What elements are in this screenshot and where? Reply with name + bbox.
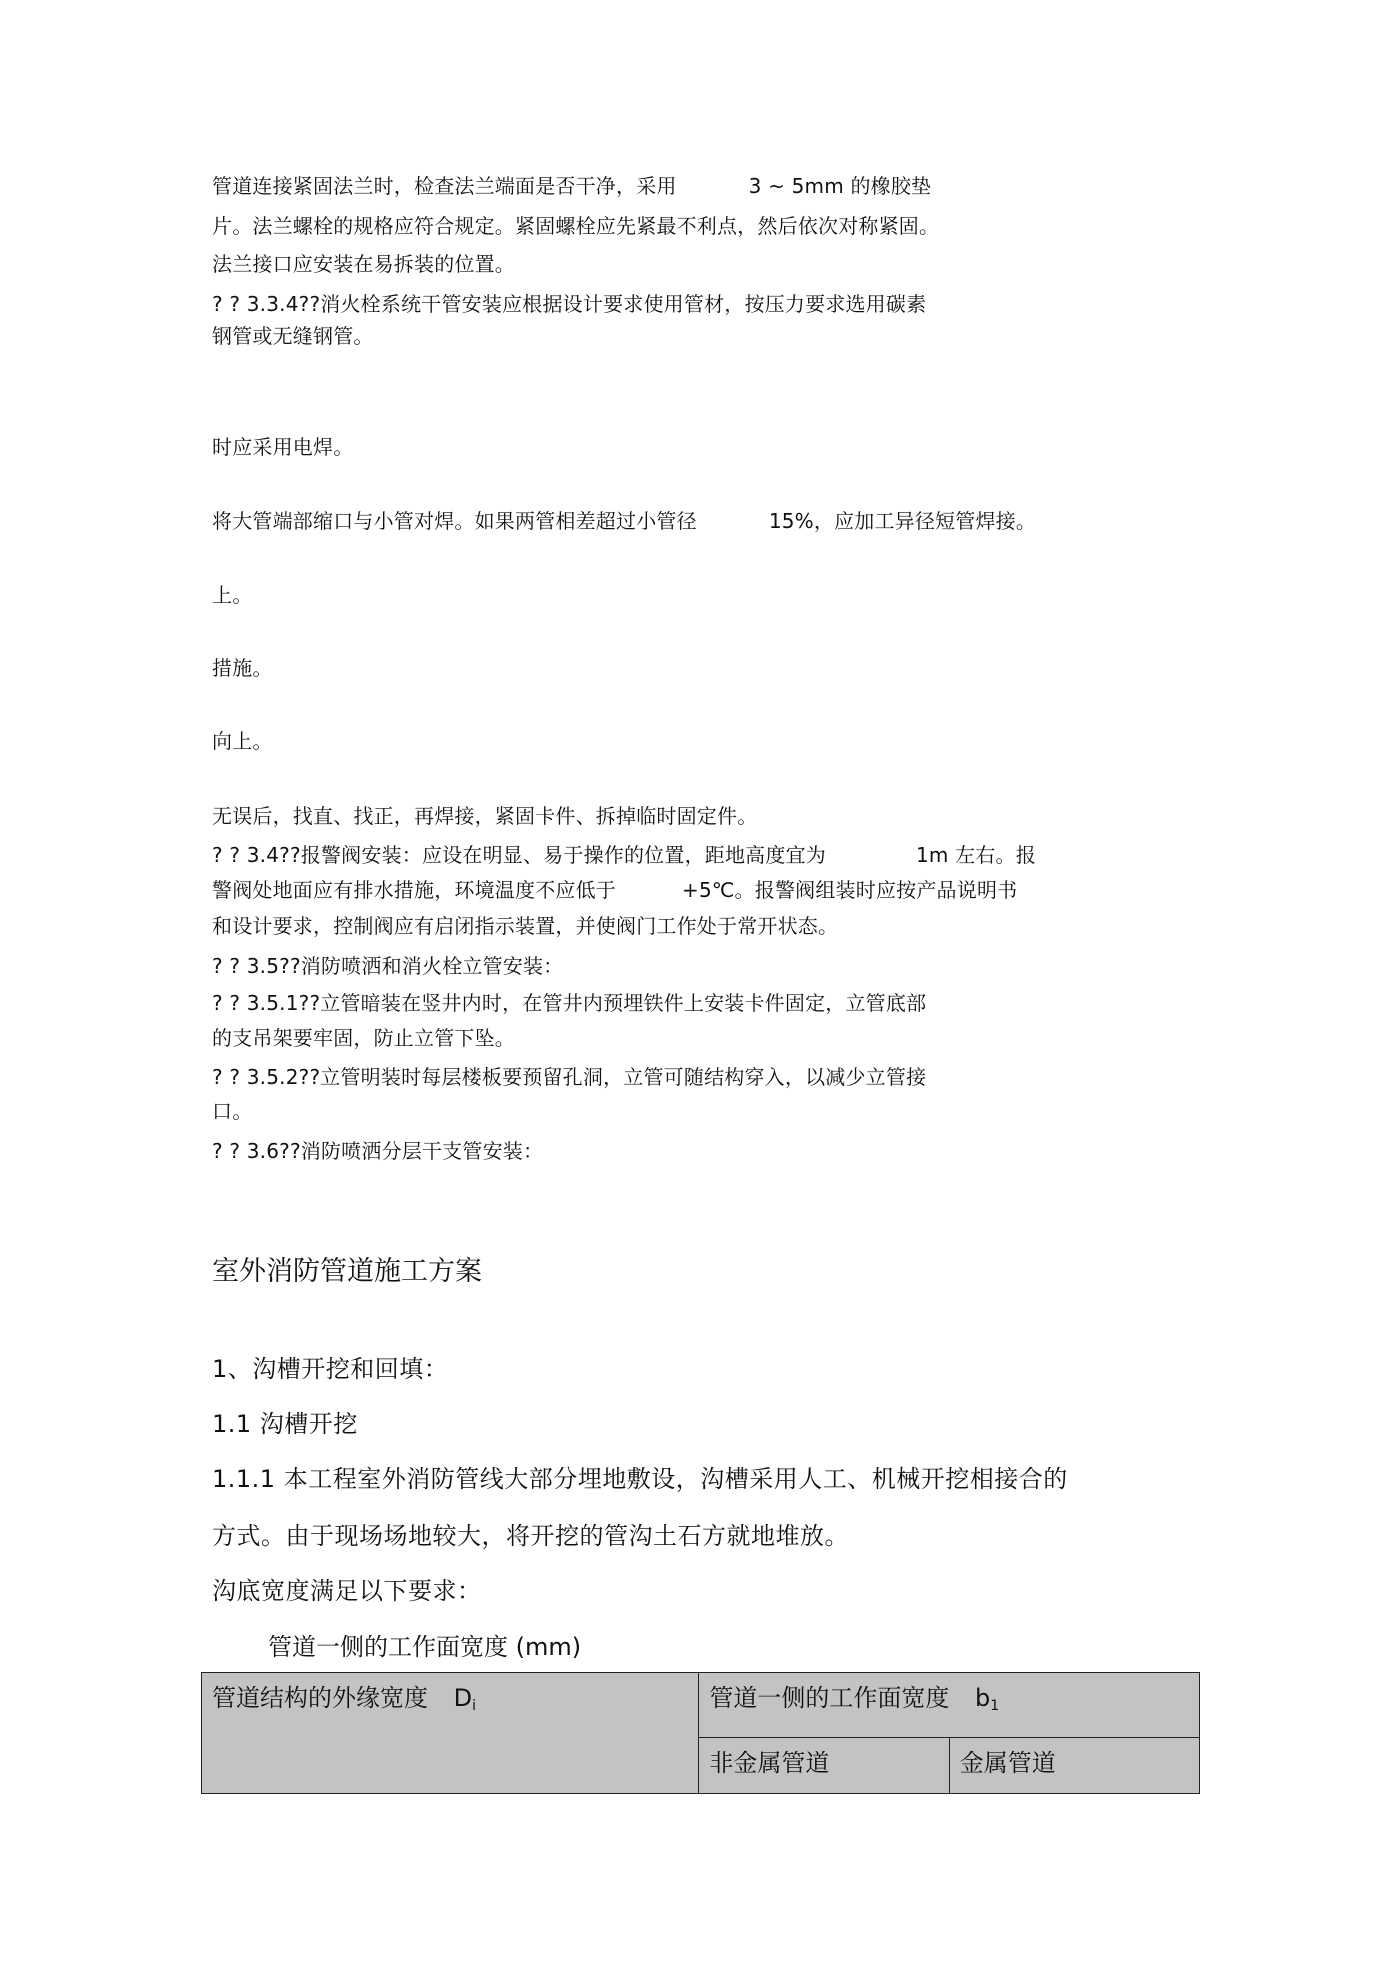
header-label: 管道一侧的工作面宽度 bbox=[709, 1684, 950, 1712]
text-line: 措施。 bbox=[212, 656, 273, 680]
text-line: 无误后，找直、找正，再焊接，紧固卡件、拆掉临时固定件。 bbox=[212, 804, 758, 828]
text-line: 片。法兰螺栓的规格应符合规定。紧固螺栓应先紧最不利点，然后依次对称紧固。 bbox=[212, 214, 940, 238]
text-line bbox=[212, 876, 1017, 904]
text-line: 上。 bbox=[212, 583, 253, 607]
symbol-label: b bbox=[975, 1684, 991, 1712]
text-span: +5℃。报警阀组装时应按产品说明书 bbox=[682, 878, 1018, 902]
symbol-subscript: 1 bbox=[990, 1698, 1000, 1714]
text-span: 将大管端部缩口与小管对焊。如果两管相差超过小管径 bbox=[212, 509, 697, 533]
text-span: ? ? 3.4??报警阀安装：应设在明显、易于操作的位置，距地高度宜为 bbox=[212, 843, 826, 867]
heading-level1: 1、沟槽开挖和回填： bbox=[212, 1355, 449, 1383]
header-cell-work-width bbox=[699, 1673, 1200, 1738]
text-line: ? ? 3.5.2??立管明装时每层楼板要预留孔洞，立管可随结构穿入，以减少立管接 bbox=[212, 1065, 927, 1089]
subheader-cell-metal: 金属管道 bbox=[949, 1737, 1199, 1793]
text-line: ? ? 3.5.1??立管暗装在竖井内时，在管井内预埋铁件上安装卡件固定，立管底部 bbox=[212, 991, 927, 1015]
header-cell-outer-width bbox=[202, 1673, 699, 1794]
text-line: 钢管或无缝钢管。 bbox=[212, 324, 374, 348]
text-line: 向上。 bbox=[212, 729, 273, 753]
text-line bbox=[212, 172, 931, 200]
text-span: 15%，应加工异径短管焊接。 bbox=[768, 509, 1037, 533]
body-paragraph-line: 1.1.1 本工程室外消防管线大部分埋地敷设，沟槽采用人工、机械开挖相接合的 bbox=[212, 1465, 1068, 1493]
body-paragraph-line: 方式。由于现场场地较大，将开挖的管沟土石方就地堆放。 bbox=[212, 1522, 849, 1550]
table-header-row bbox=[202, 1673, 1200, 1738]
subheader-cell-nonmetal: 非金属管道 bbox=[699, 1737, 949, 1793]
text-line: 时应采用电焊。 bbox=[212, 435, 354, 459]
text-span: 管道连接紧固法兰时，检查法兰端面是否干净，采用 bbox=[212, 174, 677, 198]
text-line: 法兰接口应安装在易拆装的位置。 bbox=[212, 252, 515, 276]
table-caption: 管道一侧的工作面宽度 (mm) bbox=[268, 1633, 582, 1661]
text-line: 和设计要求，控制阀应有启闭指示装置，并使阀门工作处于常开状态。 bbox=[212, 914, 839, 938]
text-line bbox=[212, 841, 1036, 869]
text-line bbox=[212, 507, 1036, 535]
text-span: 1m 左右。报 bbox=[915, 843, 1036, 867]
text-line: 口。 bbox=[212, 1099, 253, 1123]
text-span: 3 ~ 5mm 的橡胶垫 bbox=[748, 174, 932, 198]
heading-level2: 1.1 沟槽开挖 bbox=[212, 1410, 358, 1438]
text-line: ? ? 3.5??消防喷洒和消火栓立管安装： bbox=[212, 954, 564, 978]
work-width-table bbox=[201, 1672, 1200, 1794]
section-title: 室外消防管道施工方案 bbox=[212, 1256, 482, 1287]
header-label: 管道结构的外缘宽度 bbox=[212, 1684, 428, 1712]
body-paragraph-line: 沟底宽度满足以下要求： bbox=[212, 1577, 482, 1605]
text-line: 的支吊架要牢固，防止立管下坠。 bbox=[212, 1026, 515, 1050]
symbol-label: D bbox=[453, 1684, 473, 1712]
text-span: 警阀处地面应有排水措施，环境温度不应低于 bbox=[212, 878, 616, 902]
text-line: ? ? 3.3.4??消火栓系统干管安装应根据设计要求使用管材，按压力要求选用碳素 bbox=[212, 292, 927, 316]
text-line: ? ? 3.6??消防喷洒分层干支管安装： bbox=[212, 1139, 544, 1163]
symbol-subscript: i bbox=[472, 1698, 477, 1714]
